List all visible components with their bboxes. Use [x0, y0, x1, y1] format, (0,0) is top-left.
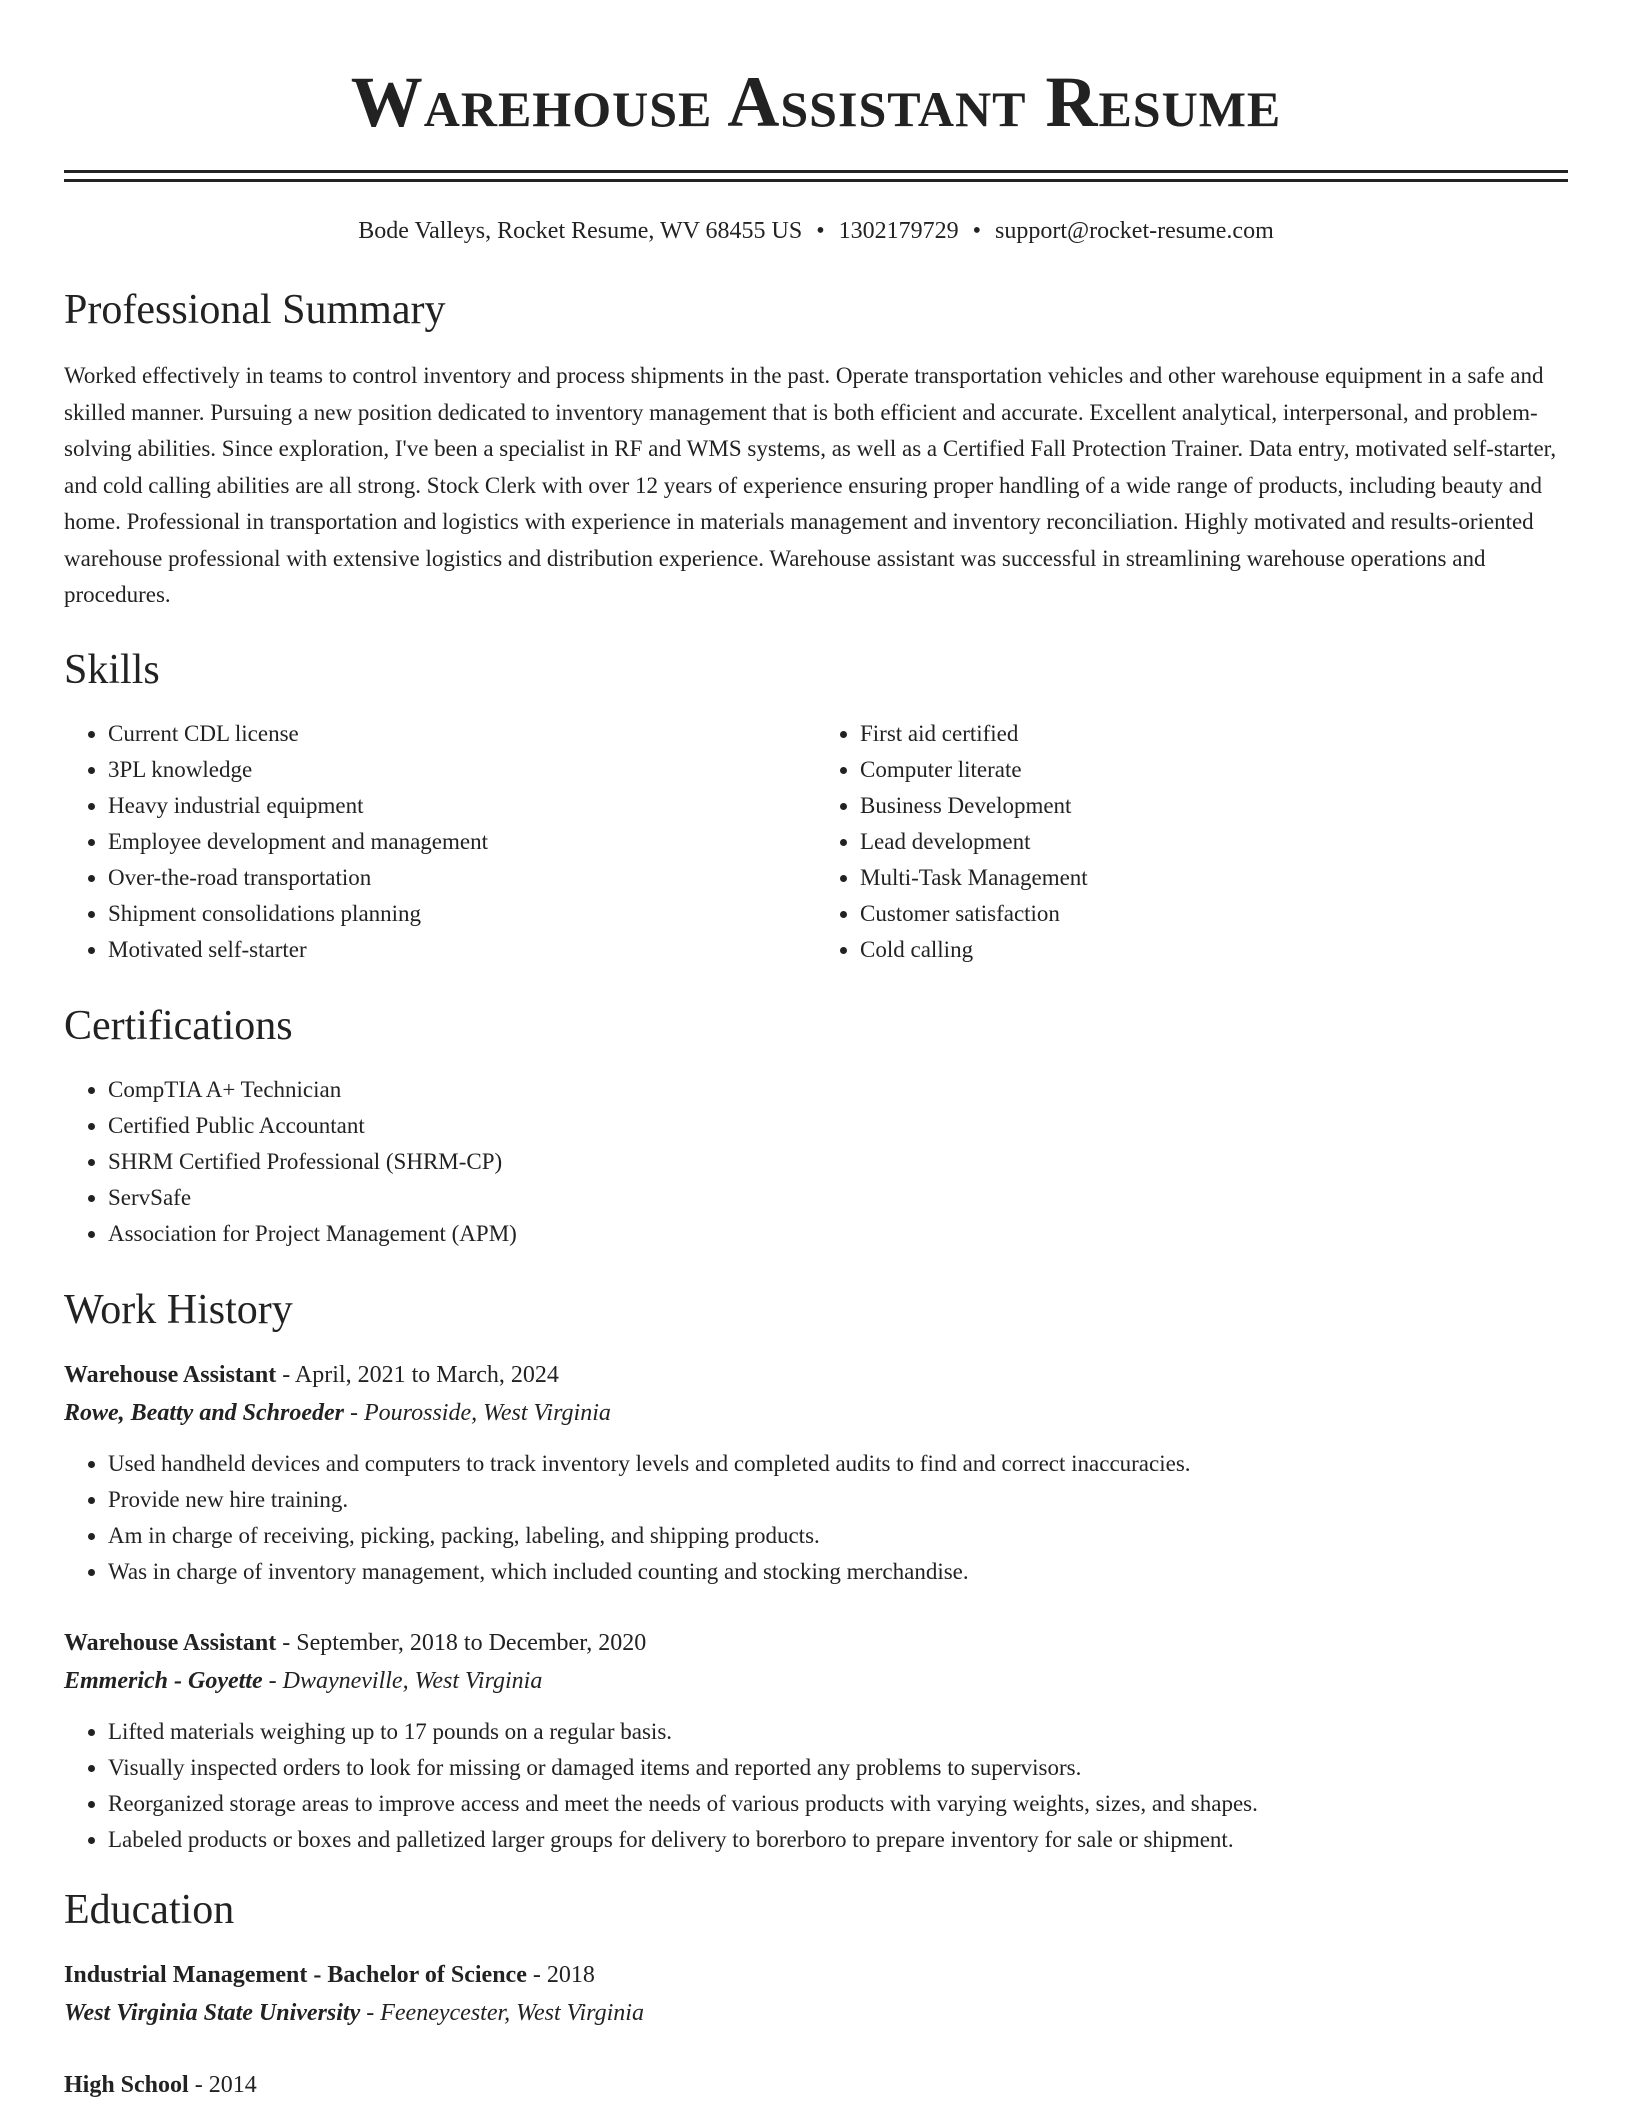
education-entry	[64, 1956, 1568, 2032]
job-duty: • Visually inspected orders to look for missing or damaged items and reported any problems to supervisors.	[108, 1750, 1568, 1786]
education-school-line	[64, 1994, 1568, 2032]
contact-phone: 1302179729	[838, 218, 959, 244]
certification-item: • SHRM Certified Professional (SHRM-CP)	[108, 1144, 1568, 1180]
job-duty: • Provide new hire training.	[108, 1482, 1568, 1518]
certification-item: • Certified Public Accountant	[108, 1108, 1568, 1144]
skill-item: • Cold calling	[860, 932, 1568, 968]
job-duty: • Lifted materials weighing up to 17 pounds on a regular basis.	[108, 1714, 1568, 1750]
skill-item: • Heavy industrial equipment	[108, 788, 816, 824]
contact-address: Bode Valleys, Rocket Resume, WV 68455 US	[358, 218, 803, 244]
skill-item: • Computer literate	[860, 752, 1568, 788]
job-company-line	[64, 1662, 1568, 1700]
job-entry	[64, 1356, 1568, 1590]
skill-item: • Lead development	[860, 824, 1568, 860]
job-duties-list	[64, 1446, 1568, 1590]
skill-item: • Motivated self-starter	[108, 932, 816, 968]
job-dates: - September, 2018 to December, 2020	[276, 1629, 647, 1656]
contact-line	[64, 216, 1568, 246]
contact-separator: •	[816, 218, 825, 244]
job-dates: - April, 2021 to March, 2024	[276, 1361, 559, 1388]
education-year: - 2018	[526, 1961, 595, 1988]
certifications-list	[64, 1072, 1568, 1252]
section-heading-summary: Professional Summary	[64, 287, 446, 333]
skill-item: • Employee development and management	[108, 824, 816, 860]
certification-item: • Association for Project Management (APM)	[108, 1216, 1568, 1252]
job-location: - Pourosside, West Virginia	[344, 1399, 611, 1426]
skill-item: • Business Development	[860, 788, 1568, 824]
education-year: - 2014	[188, 2071, 257, 2098]
section-heading-skills: Skills	[64, 646, 160, 693]
skill-item: • Shipment consolidations planning	[108, 896, 816, 932]
resume-title: Warehouse Assistant Resume	[350, 62, 1282, 142]
certification-item: • CompTIA A+ Technician	[108, 1072, 1568, 1108]
job-title-line	[64, 1624, 1568, 1662]
job-entry	[64, 1624, 1568, 1858]
education-degree: Industrial Management - Bachelor of Science	[64, 1961, 527, 1988]
job-location: - Dwayneville, West Virginia	[262, 1667, 543, 1694]
job-title: Warehouse Assistant	[64, 1361, 277, 1388]
education-degree-line	[64, 2066, 1568, 2104]
job-company-line	[64, 1394, 1568, 1432]
skills-list-left	[64, 716, 816, 968]
section-heading-work-history: Work History	[64, 1286, 293, 1333]
education-entry	[64, 2066, 1568, 2104]
job-duty: • Labeled products or boxes and palletized larger groups for delivery to borerboro to prepare inventory for sale or shipment.	[108, 1822, 1568, 1858]
education-degree-line	[64, 1956, 1568, 1994]
skill-item: • Over-the-road transportation	[108, 860, 816, 896]
education-school: West Virginia State University	[64, 1999, 361, 2026]
section-heading-education: Education	[64, 1886, 235, 1933]
job-title: Warehouse Assistant	[64, 1629, 277, 1656]
section-heading-certifications: Certifications	[64, 1002, 293, 1049]
title-divider	[64, 170, 1568, 182]
education-degree: High School	[64, 2071, 189, 2098]
skills-columns	[64, 716, 1568, 968]
education-location: - Feeneycester, West Virginia	[360, 1999, 644, 2026]
skill-item: • Customer satisfaction	[860, 896, 1568, 932]
job-duty: • Was in charge of inventory management, which included counting and stocking merchandise.	[108, 1554, 1568, 1590]
contact-separator: •	[972, 218, 982, 244]
job-company: Rowe, Beatty and Schroeder	[64, 1399, 344, 1426]
contact-email: support@rocket-resume.com	[995, 218, 1274, 244]
job-duty: • Used handheld devices and computers to track inventory levels and completed audits to find and correct inaccuracies.	[108, 1446, 1568, 1482]
certification-item: • ServSafe	[108, 1180, 1568, 1216]
summary-text: Worked effectively in teams to control inventory and process shipments in the past. Operate transportation vehicles and other warehouse equipment in a safe and skilled manner. Pursuing a new position dedicated to inventory management that is both efficient and accurate. Excellent analytical, interpersonal, and problem-solving abilities. Since exploration, I've been a specialist in RF and WMS systems, as well as a Certified Fall Protection Trainer. Data entry, motivated self-starter, and cold calling abilities are all strong. Stock Clerk with over 12 years of experience ensuring proper handling of a wide range of products, including beauty and home. Professional in transportation and logistics with experience in materials management and inventory reconciliation. Highly motivated and results-oriented warehouse professional with extensive logistics and distribution experience. Warehouse assistant was successful in streamlining warehouse operations and procedures.	[64, 363, 1557, 607]
skill-item: • First aid certified	[860, 716, 1568, 752]
skills-list-right	[816, 716, 1568, 968]
job-duty: • Am in charge of receiving, picking, packing, labeling, and shipping products.	[108, 1518, 1568, 1554]
skill-item: • 3PL knowledge	[108, 752, 816, 788]
job-title-line	[64, 1356, 1568, 1394]
skill-item: • Multi-Task Management	[860, 860, 1568, 896]
job-company: Emmerich - Goyette	[64, 1667, 263, 1694]
job-duties-list	[64, 1714, 1568, 1858]
skill-item: • Current CDL license	[108, 716, 816, 752]
job-duty: • Reorganized storage areas to improve access and meet the needs of various products with varying weights, sizes, and shapes.	[108, 1786, 1568, 1822]
